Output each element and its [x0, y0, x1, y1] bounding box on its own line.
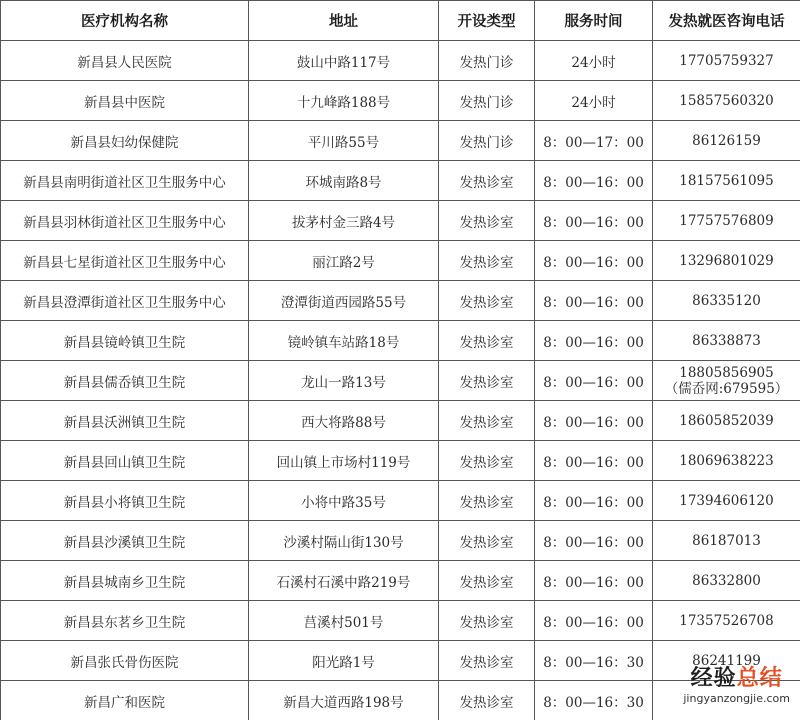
cell-phone — [653, 641, 800, 681]
phone-line: 17394606120 — [679, 492, 774, 509]
cell-type: 发热诊室 — [439, 681, 535, 720]
cell-type: 发热诊室 — [439, 281, 535, 321]
cell-type: 发热诊室 — [439, 401, 535, 441]
cell-address: 龙山一路13号 — [249, 361, 439, 401]
cell-phone — [653, 121, 800, 161]
table-body — [1, 41, 800, 720]
phone-line: 18157561095 — [679, 172, 774, 189]
cell-phone — [653, 561, 800, 601]
cell-type: 发热诊室 — [439, 641, 535, 681]
header-service-hours: 服务时间 — [535, 1, 653, 41]
cell-institution-name: 新昌县沙溪镇卫生院 — [1, 521, 249, 561]
cell-phone — [653, 441, 800, 481]
table-row — [1, 441, 800, 481]
cell-service-hours: 8：00—16：00 — [535, 561, 653, 601]
cell-address: 小将中路35号 — [249, 481, 439, 521]
table-row — [1, 321, 800, 361]
watermark-site: jingyanzongjie.com — [683, 692, 790, 705]
cell-type: 发热诊室 — [439, 601, 535, 641]
watermark-brand-part2: 总结 — [736, 666, 783, 691]
cell-address: 新昌大道西路198号 — [249, 681, 439, 720]
cell-phone — [653, 681, 800, 720]
table-row — [1, 201, 800, 241]
table-row — [1, 281, 800, 321]
cell-service-hours: 8：00—17：00 — [535, 121, 653, 161]
header-phone: 发热就医咨询电话 — [653, 1, 800, 41]
cell-service-hours: 8：00—16：30 — [535, 641, 653, 681]
cell-service-hours: 8：00—16：00 — [535, 241, 653, 281]
cell-type: 发热诊室 — [439, 321, 535, 361]
cell-phone — [653, 201, 800, 241]
phone-line: 15857560320 — [679, 92, 774, 109]
watermark-brand-part1: 经验 — [690, 666, 737, 691]
cell-institution-name: 新昌县回山镇卫生院 — [1, 441, 249, 481]
cell-institution-name: 新昌县人民医院 — [1, 41, 249, 81]
cell-institution-name: 新昌张氏骨伤医院 — [1, 641, 249, 681]
table-row — [1, 161, 800, 201]
table-row — [1, 681, 800, 720]
cell-address: 沙溪村隔山街130号 — [249, 521, 439, 561]
cell-phone — [653, 81, 800, 121]
phone-line: （儒岙网:679595） — [664, 380, 789, 397]
cell-service-hours: 8：00—16：00 — [535, 361, 653, 401]
cell-type: 发热诊室 — [439, 441, 535, 481]
cell-service-hours: 8：00—16：00 — [535, 601, 653, 641]
cell-address: 丽江路2号 — [249, 241, 439, 281]
cell-address: 石溪村石溪中路219号 — [249, 561, 439, 601]
cell-phone — [653, 281, 800, 321]
cell-address: 回山镇上市场村119号 — [249, 441, 439, 481]
cell-address: 环城南路8号 — [249, 161, 439, 201]
phone-line: 13296801029 — [679, 252, 774, 269]
cell-type: 发热诊室 — [439, 201, 535, 241]
cell-institution-name: 新昌县南明街道社区卫生服务中心 — [1, 161, 249, 201]
cell-type: 发热诊室 — [439, 561, 535, 601]
table-row — [1, 81, 800, 121]
phone-line: 18605852039 — [679, 412, 774, 429]
phone-line: 86126159 — [692, 132, 761, 149]
phone-line: 86241199 — [692, 652, 761, 669]
cell-institution-name: 新昌县东茗乡卫生院 — [1, 601, 249, 641]
phone-line: 18069638223 — [679, 452, 774, 469]
cell-type: 发热门诊 — [439, 41, 535, 81]
table-row — [1, 361, 800, 401]
cell-type: 发热诊室 — [439, 241, 535, 281]
cell-phone — [653, 361, 800, 401]
cell-service-hours: 24小时 — [535, 41, 653, 81]
cell-address: 镜岭镇车站路18号 — [249, 321, 439, 361]
cell-institution-name: 新昌广和医院 — [1, 681, 249, 720]
cell-phone — [653, 401, 800, 441]
table-row — [1, 241, 800, 281]
cell-service-hours: 8：00—16：00 — [535, 481, 653, 521]
cell-type: 发热诊室 — [439, 161, 535, 201]
cell-service-hours: 8：00—16：00 — [535, 321, 653, 361]
phone-line: 17357526708 — [679, 612, 774, 629]
header-type: 开设类型 — [439, 1, 535, 41]
cell-phone — [653, 601, 800, 641]
cell-address: 莒溪村501号 — [249, 601, 439, 641]
cell-phone — [653, 521, 800, 561]
cell-address: 平川路55号 — [249, 121, 439, 161]
cell-institution-name: 新昌县澄潭街道社区卫生服务中心 — [1, 281, 249, 321]
cell-address: 十九峰路188号 — [249, 81, 439, 121]
table-row — [1, 121, 800, 161]
phone-line: 17705759327 — [679, 52, 774, 69]
cell-phone — [653, 161, 800, 201]
table-row — [1, 561, 800, 601]
phone-line: 86338873 — [692, 332, 761, 349]
table-row — [1, 641, 800, 681]
table-row — [1, 401, 800, 441]
cell-institution-name: 新昌县镜岭镇卫生院 — [1, 321, 249, 361]
cell-type: 发热诊室 — [439, 361, 535, 401]
cell-type: 发热门诊 — [439, 121, 535, 161]
cell-service-hours: 8：00—16：00 — [535, 281, 653, 321]
cell-institution-name: 新昌县小将镇卫生院 — [1, 481, 249, 521]
phone-line: 86335120 — [692, 292, 761, 309]
cell-phone — [653, 481, 800, 521]
cell-service-hours: 8：00—16：00 — [535, 521, 653, 561]
cell-address: 鼓山中路117号 — [249, 41, 439, 81]
cell-institution-name: 新昌县七星街道社区卫生服务中心 — [1, 241, 249, 281]
cell-service-hours: 24小时 — [535, 81, 653, 121]
cell-institution-name: 新昌县城南乡卫生院 — [1, 561, 249, 601]
cell-type: 发热诊室 — [439, 521, 535, 561]
cell-address: 阳光路1号 — [249, 641, 439, 681]
cell-service-hours: 8：00—16：00 — [535, 201, 653, 241]
cell-institution-name: 新昌县中医院 — [1, 81, 249, 121]
phone-line: 86187013 — [692, 532, 761, 549]
phone-line: 17757576809 — [679, 212, 774, 229]
cell-phone — [653, 41, 800, 81]
cell-type: 发热门诊 — [439, 81, 535, 121]
cell-institution-name: 新昌县羽林街道社区卫生服务中心 — [1, 201, 249, 241]
cell-address: 西大将路88号 — [249, 401, 439, 441]
cell-institution-name: 新昌县妇幼保健院 — [1, 121, 249, 161]
cell-service-hours: 8：00—16：00 — [535, 401, 653, 441]
cell-phone — [653, 241, 800, 281]
header-address: 地址 — [249, 1, 439, 41]
cell-service-hours: 8：00—16：30 — [535, 681, 653, 720]
cell-address: 拔茅村金三路4号 — [249, 201, 439, 241]
cell-service-hours: 8：00—16：00 — [535, 441, 653, 481]
header-row — [1, 1, 800, 41]
cell-institution-name: 新昌县沃洲镇卫生院 — [1, 401, 249, 441]
table-row — [1, 601, 800, 641]
table-row — [1, 41, 800, 81]
cell-phone — [653, 321, 800, 361]
cell-address: 澄潭街道西园路55号 — [249, 281, 439, 321]
phone-line: 86332800 — [692, 572, 761, 589]
cell-type: 发热诊室 — [439, 481, 535, 521]
phone-line: 18805856905 — [679, 364, 774, 381]
table-row — [1, 521, 800, 561]
header-institution-name: 医疗机构名称 — [1, 1, 249, 41]
cell-institution-name: 新昌县儒岙镇卫生院 — [1, 361, 249, 401]
table-row — [1, 481, 800, 521]
cell-service-hours: 8：00—16：00 — [535, 161, 653, 201]
